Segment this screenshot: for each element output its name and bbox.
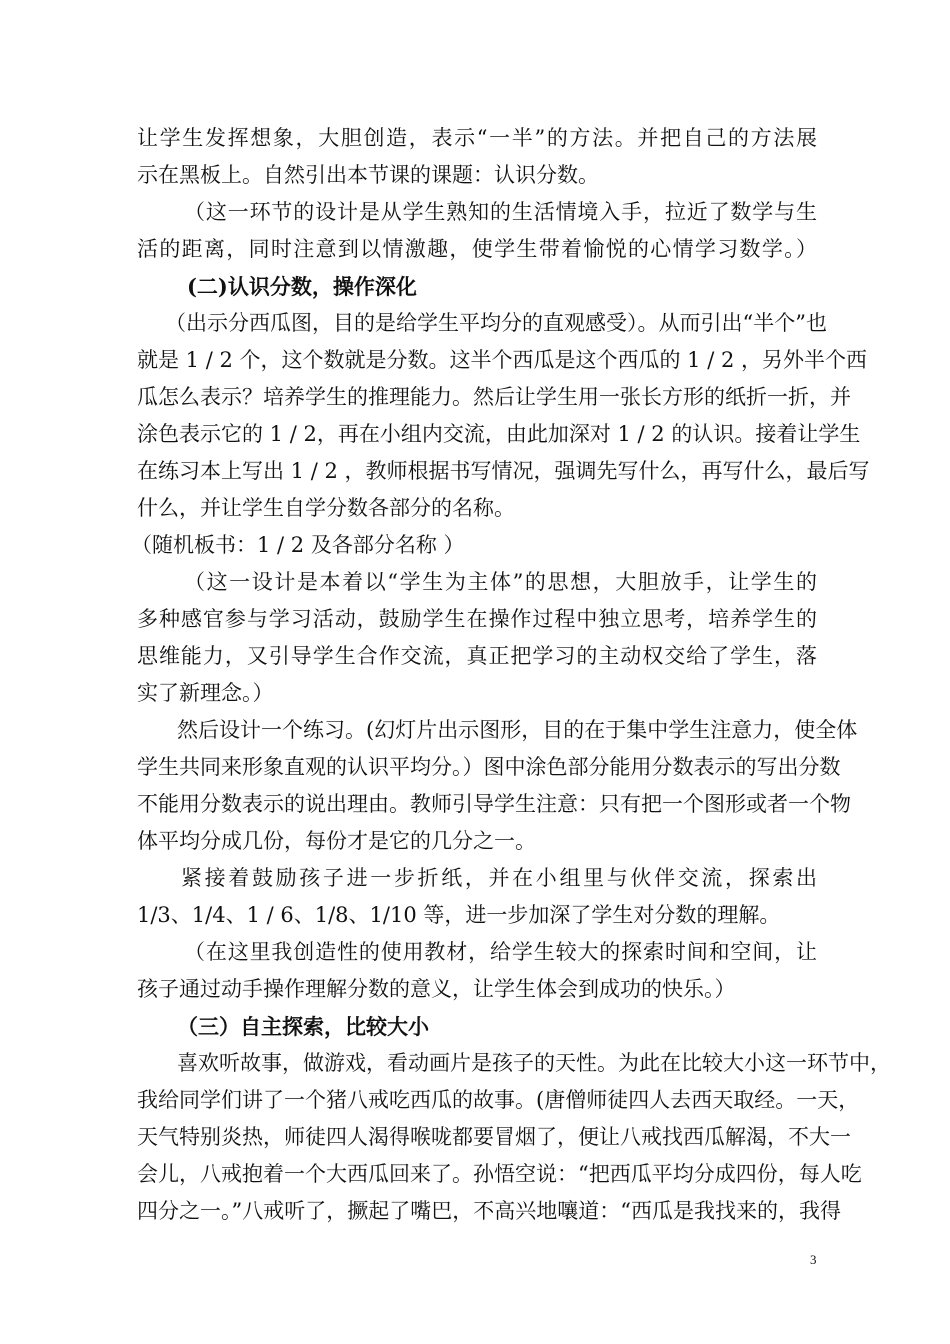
text-line: 不能用分数表示的说出理由。教师引导学生注意：只有把一个图形或者一个物 xyxy=(137,792,851,816)
text-line: 1/3、1/4、1 / 6、1/8、1/10 等，进一步加深了学生对分数的理解。 xyxy=(137,903,781,927)
text-line: 示在黑板上。自然引出本节课的课题：认识分数。 xyxy=(137,163,599,187)
text-line: 我给同学们讲了一个猪八戒吃西瓜的故事。(唐僧师徒四人去西天取经。一天， xyxy=(137,1088,860,1112)
text-line: 学生共同来形象直观的认识平均分。）图中涂色部分能用分数表示的写出分数 xyxy=(137,755,841,779)
body-text xyxy=(131,120,891,1230)
text-line: 什么，并让学生自学分数各部分的名称。 xyxy=(137,496,515,520)
text-line: 孩子通过动手操作理解分数的意义，让学生体会到成功的快乐。） xyxy=(137,977,736,1001)
text-line: （这一设计是本着以“学生为主体”的思想，大胆放手，让学生的 xyxy=(184,570,817,594)
text-line: 喜欢听故事，做游戏，看动画片是孩子的天性。为此在比较大小这一环节中， xyxy=(177,1051,891,1075)
text-line: （这一环节的设计是从学生熟知的生活情境入手，拉近了数学与生 xyxy=(184,200,817,224)
text-line: 紧接着鼓励孩子进一步折纸，并在小组里与伙伴交流，探索出 xyxy=(181,866,817,890)
text-line: 多种感官参与学习活动，鼓励学生在操作过程中独立思考，培养学生的 xyxy=(137,607,817,631)
text-line: 天气特别炎热，师徒四人渴得喉咙都要冒烟了，便让八戒找西瓜解渴，不大一 xyxy=(137,1125,851,1149)
text-line: 实了新理念。） xyxy=(137,681,274,705)
text-line: （在这里我创造性的使用教材，给学生较大的探索时间和空间，让 xyxy=(184,940,817,964)
text-line: 瓜怎么表示？培养学生的推理能力。然后让学生用一张长方形的纸折一折，并 xyxy=(137,385,851,409)
text-line: 涂色表示它的 1 / 2，再在小组内交流，由此加深对 1 / 2 的认识。接着让学生 xyxy=(137,422,861,446)
text-line: 会儿，八戒抱着一个大西瓜回来了。孙悟空说：“把西瓜平均分成四份，每人吃 xyxy=(137,1162,862,1186)
text-line: 然后设计一个练习。(幻灯片出示图形，目的在于集中学生注意力，使全体 xyxy=(177,718,858,742)
page-number: 3 xyxy=(810,1252,817,1267)
text-line: （出示分西瓜图，目的是给学生平均分的直观感受）。从而引出“半个”也 xyxy=(165,311,827,335)
text-line: 思维能力，又引导学生合作交流，真正把学习的主动权交给了学生，落 xyxy=(137,644,817,668)
section-heading: (二)认识分数，操作深化 xyxy=(187,274,417,299)
text-line: 体平均分成几份，每份才是它的几分之一。 xyxy=(137,829,536,853)
text-line: （随机板书：1 / 2 及各部分名称 ） xyxy=(131,533,465,557)
text-line: 就是 1 / 2 个，这个数就是分数。这半个西瓜是这个西瓜的 1 / 2 ，另外半个西 xyxy=(137,348,867,372)
text-line: 四分之一。”八戒听了，撅起了嘴巴，不高兴地嚷道：“西瓜是我找来的，我得 xyxy=(137,1199,841,1223)
text-line: 让学生发挥想象，大胆创造，表示“一半”的方法。并把自己的方法展 xyxy=(137,126,817,150)
text-line: 在练习本上写出 1 / 2 ，教师根据书写情况，强调先写什么，再写什么，最后写 xyxy=(137,459,870,483)
section-heading: （三）自主探索，比较大小 xyxy=(177,1014,429,1039)
text-line: 活的距离，同时注意到以情激趣，使学生带着愉悦的心情学习数学。） xyxy=(137,237,817,261)
